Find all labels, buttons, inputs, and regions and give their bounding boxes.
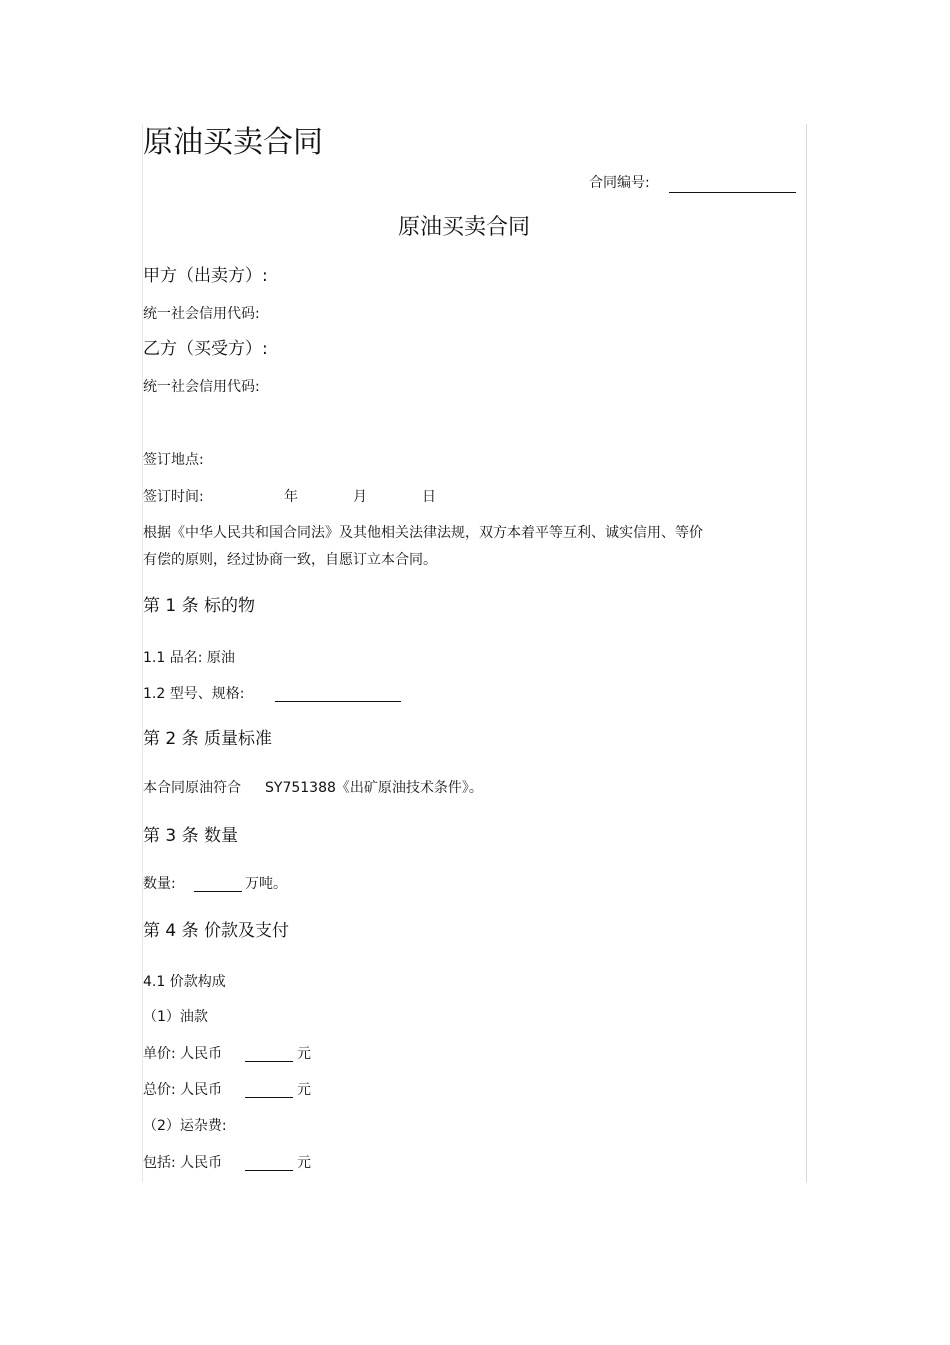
total-price-label: 总价: 人民币 xyxy=(143,1082,223,1098)
signing-time-label: 签订时间: xyxy=(143,489,204,505)
total-price-currency: 元 xyxy=(297,1082,311,1098)
signing-place-label: 签订地点: xyxy=(143,452,204,468)
oil-price-title: （1）油款 xyxy=(143,1009,208,1025)
quantity-unit: 万吨。 xyxy=(245,876,287,892)
contract-number-blank[interactable] xyxy=(669,192,796,193)
party-b-label: 乙方（买受方）: xyxy=(143,339,268,359)
party-a-credit-label: 统一社会信用代码: xyxy=(143,306,260,322)
article-4-heading: 第 4 条 价款及支付 xyxy=(143,921,290,941)
article-2-text-prefix: 本合同原油符合 xyxy=(143,780,241,796)
article-2-text-standard: SY751388《出矿原油技术条件》。 xyxy=(265,780,483,796)
party-a-label: 甲方（出卖方）: xyxy=(143,266,268,286)
quantity-blank[interactable] xyxy=(194,891,242,892)
unit-price-label: 单价: 人民币 xyxy=(143,1046,223,1062)
unit-price-blank[interactable] xyxy=(245,1061,293,1062)
article-2-heading: 第 2 条 质量标准 xyxy=(143,729,273,749)
freight-title: （2）运杂费: xyxy=(143,1118,227,1134)
article-3-heading: 第 3 条 数量 xyxy=(143,826,239,846)
article-1-item-1: 1.1 品名: 原油 xyxy=(143,650,235,666)
signing-year: 年 xyxy=(284,489,298,505)
spec-blank[interactable] xyxy=(275,701,401,702)
quantity-label: 数量: xyxy=(143,876,176,892)
price-composition-heading: 4.1 价款构成 xyxy=(143,974,226,990)
party-b-credit-label: 统一社会信用代码: xyxy=(143,379,260,395)
document-title: 原油买卖合同 xyxy=(143,125,323,160)
freight-currency: 元 xyxy=(297,1155,311,1171)
total-price-blank[interactable] xyxy=(245,1097,293,1098)
preamble-line-2: 有偿的原则，经过协商一致，自愿订立本合同。 xyxy=(143,552,437,568)
page-frame-right xyxy=(806,124,807,1182)
unit-price-currency: 元 xyxy=(297,1046,311,1062)
preamble-line-1: 根据《中华人民共和国合同法》及其他相关法律法规，双方本着平等互利、诚实信用、等价 xyxy=(143,525,703,541)
article-1-heading: 第 1 条 标的物 xyxy=(143,596,256,616)
signing-month: 月 xyxy=(353,489,367,505)
center-title: 原油买卖合同 xyxy=(398,215,531,240)
freight-include-label: 包括: 人民币 xyxy=(143,1155,223,1171)
signing-day: 日 xyxy=(422,489,436,505)
freight-blank[interactable] xyxy=(245,1170,293,1171)
contract-number-label: 合同编号: xyxy=(589,175,650,191)
article-1-item-2-label: 1.2 型号、规格: xyxy=(143,686,245,702)
